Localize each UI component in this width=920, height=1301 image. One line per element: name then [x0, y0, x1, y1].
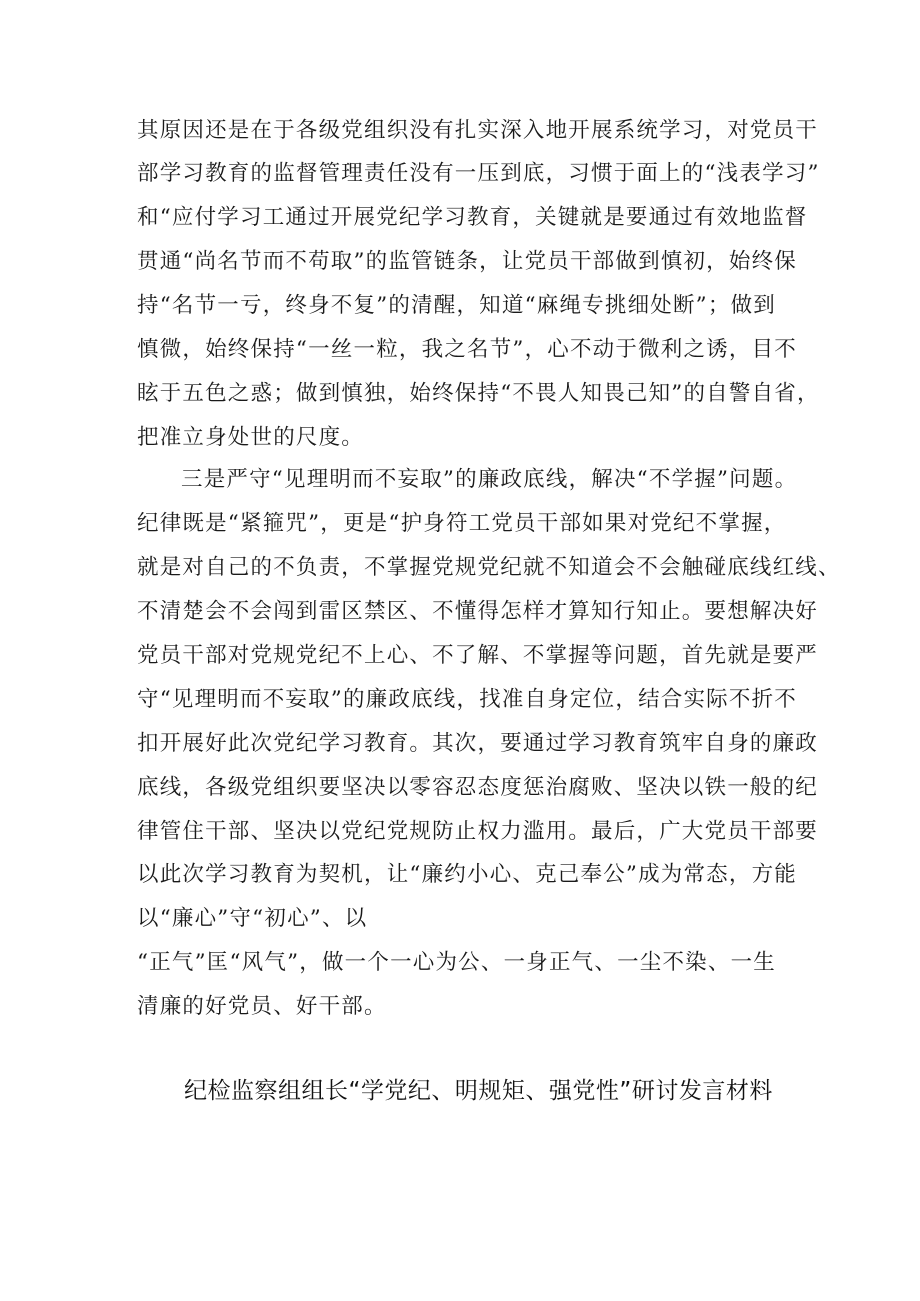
body-text-line: 和“应付学习工通过开展党纪学习教育，关键就是要通过有效地监督 — [137, 205, 808, 230]
body-text-line: 守“见理明而不妄取”的廉政底线，找准自身定位，结合实际不折不 — [137, 687, 797, 712]
body-text-line: 底线，各级党组织要坚决以零容忍态度惩治腐败、坚决以铁一般的纪 — [137, 775, 819, 800]
body-text-line: 不清楚会不会闯到雷区禁区、不懂得怎样才算知行知止。要想解决好 — [137, 599, 819, 624]
body-text-line: 就是对自己的不负责，不掌握党规党纪就不知道会不会触碰底线红线、 — [137, 555, 841, 580]
body-text-line: 把准立身处世的尺度。 — [137, 425, 365, 450]
body-text-line: 纪律既是“紧箍咒”，更是“护身符工党员干部如果对党纪不掌握， — [137, 511, 787, 536]
section-title: 纪检监察组组长“学党纪、明规矩、强党性”研讨发言材料 — [184, 1078, 773, 1104]
paragraph-first-line: 三是严守“见理明而不妄取”的廉政底线，解决“不学握”问题。 — [181, 467, 798, 492]
body-text-line: 持“名节一亏，终身不复”的清醒，知道“麻绳专挑细处断”；做到 — [137, 293, 776, 318]
body-text-line: 党员干部对党规党纪不上心、不了解、不掌握等问题，首先就是要严 — [137, 643, 819, 668]
body-text-line: “正气”匡“风气”，做一个一心为公、一身正气、一尘不染、一生 — [137, 950, 776, 975]
body-text-line: 贯通“尚名节而不苟取”的监管链条，让党员干部做到慎初，始终保 — [137, 249, 797, 274]
body-text-line: 以此次学习教育为契机，让“廉约小心、克己奉公”成为常态，方能 — [137, 862, 797, 887]
body-text-line: 清廉的好党员、好干部。 — [137, 994, 387, 1019]
body-text-line: 其原因还是在于各级党组织没有扎实深入地开展系统学习，对党员干 — [137, 118, 819, 143]
body-text-line: 慎微，始终保持“一丝一粒，我之名节”，心不动于微利之诱，目不 — [137, 337, 797, 362]
body-text-line: 部学习教育的监督管理责任没有一压到底，习惯于面上的“浅表学习” — [137, 161, 820, 186]
body-text-line: 扣开展好此次党纪学习教育。其次，要通过学习教育筑牢自身的廉政 — [137, 731, 819, 756]
body-text-line: 眩于五色之惑；做到慎独，始终保持“不畏人知畏己知”的自警自省， — [137, 381, 820, 406]
body-text-line: 律管住干部、坚决以党纪党规防止权力滥用。最后，广大党员干部要 — [137, 819, 819, 844]
body-text-line: 以“廉心”守“初心”、以 — [137, 906, 368, 931]
